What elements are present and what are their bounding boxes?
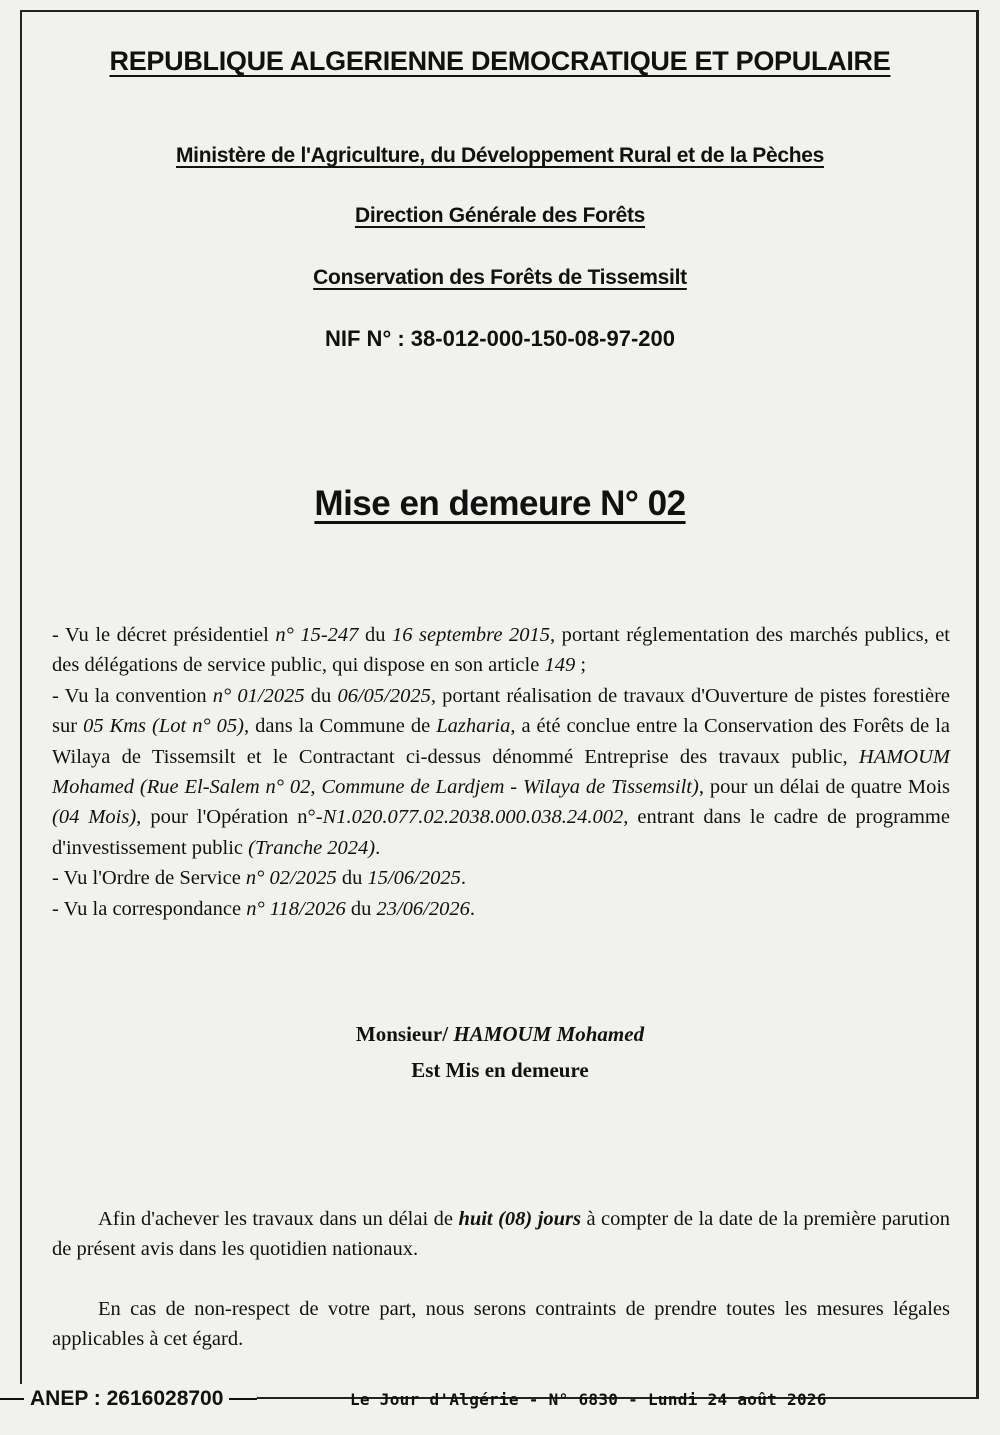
consideration-correspondence: - Vu la correspondance n° 118/2026 du 23/06/2026. bbox=[52, 897, 475, 920]
nif-number: NIF N° : 38-012-000-150-08-97-200 bbox=[325, 326, 675, 351]
deadline-paragraph: Afin d'achever les travaux dans un délai de huit (08) jours à compter de la date de la première parution de présent avis dans les quotidien nationaux. bbox=[52, 1208, 951, 1261]
direction-heading: Direction Générale des Forêts bbox=[354, 204, 646, 227]
ministry-heading: Ministère de l'Agriculture, du Développement Rural et de la Pèches bbox=[175, 144, 825, 167]
sanction-paragraph: En cas de non-respect de votre part, nous serons contraints de prendre toutes les mesures légales applicables à cet égard. bbox=[52, 1298, 950, 1351]
republic-heading: REPUBLIQUE ALGERIENNE DEMOCRATIQUE ET POPULAIRE bbox=[109, 46, 891, 76]
conservation-heading: Conservation des Forêts de Tissemsilt bbox=[313, 266, 687, 289]
anep-reference bbox=[0, 1384, 257, 1414]
consideration-convention: - Vu la convention n° 01/2025 du 06/05/2025, portant réalisation de travaux d'Ouverture de pistes forestière sur 05 Kms (Lot n° 05), dans la Commune de Lazharia, a été conclue entre la Conservation des Forêts de la Wilaya de Tissemsilt et le Contractant ci-dessus dénommé Entreprise des travaux public, HAMOUM Mohamed (Rue El-Salem n° 02, Commune de Lardjem - Wilaya de Tissemsilt), pour un délai de quatre Mois (04 Mois), pour l'Opération n°-N1.020.077.02.2038.000.038.24.002, entrant dans le cadre de programme d'investissement public (Tranche 2024). bbox=[52, 684, 951, 859]
consideration-service-order: - Vu l'Ordre de Service n° 02/2025 du 15/06/2025. bbox=[52, 867, 466, 890]
journal-footer: Le Jour d'Algérie - N° 6830 - Lundi 24 août 2026 bbox=[350, 1390, 827, 1409]
anep-dash-left bbox=[0, 1398, 24, 1400]
anep-dash-right bbox=[229, 1398, 257, 1400]
addressee-name: Monsieur/ HAMOUM Mohamed bbox=[355, 1022, 645, 1046]
addressee-status: Est Mis en demeure bbox=[411, 1058, 589, 1082]
consideration-decree: - Vu le décret présidentiel n° 15-247 du 16 septembre 2015, portant réglementation des marchés publics, et des délégations de service public, qui dispose en son article 149 ; bbox=[52, 624, 951, 677]
anep-number: ANEP : 2616028700 bbox=[30, 1387, 224, 1410]
considerations-block bbox=[52, 620, 950, 924]
notice-title: Mise en demeure N° 02 bbox=[314, 484, 686, 523]
